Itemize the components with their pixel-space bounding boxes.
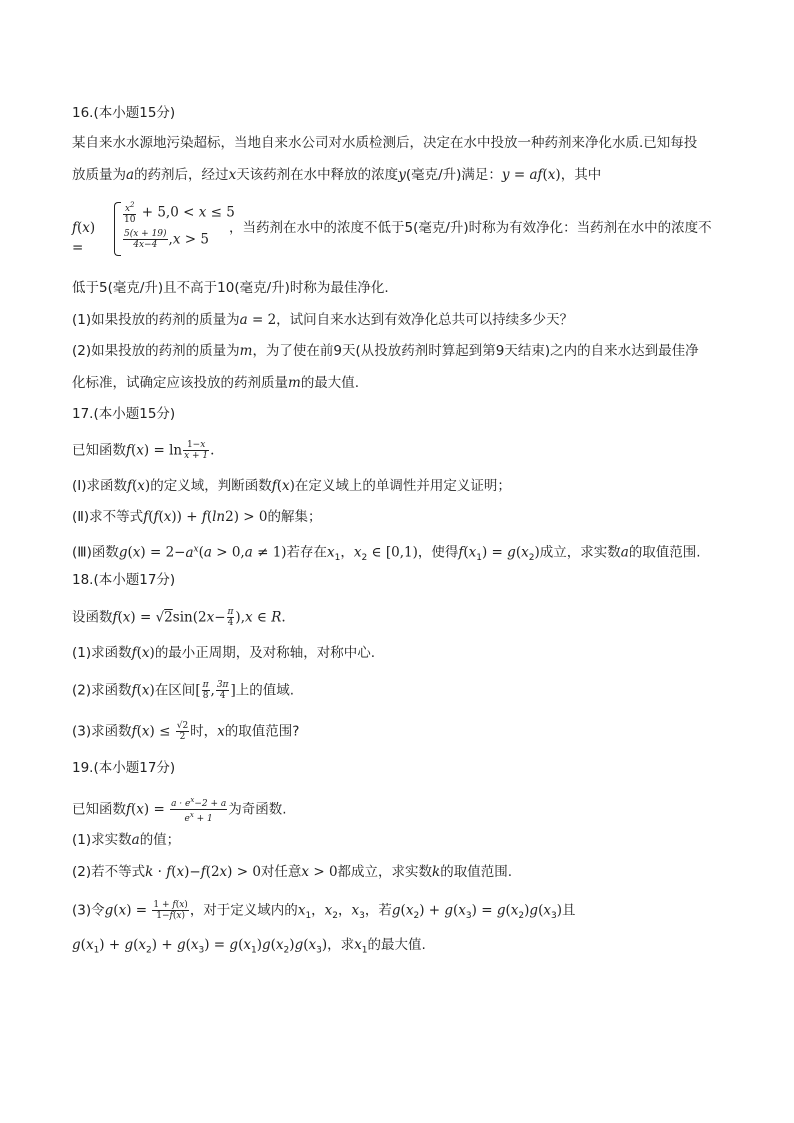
q19-sub-question-3: (3)令g(x) = $\frac{1 + f(x)}{1-f(x)}$ ，对于定义域内的$x_1$，$x_2$，$x_3$，若$g(x_2) + g(x_3) = g(x_2)g(x_3)$且 (72, 900, 576, 922)
q18-sub-question-2: (2)求函数f(x)在区间[ $\frac{\pi}{8}$ , $\frac{3\pi}{4}$ ]上的值域. (72, 680, 295, 701)
q19-given: 已知函数f(x) = $\frac{a \cdot e^x-2 + a}{e^x + 1}$ 为奇函数. (72, 796, 287, 824)
q17-header: 17.(本小题15分) (72, 406, 176, 422)
q18-header: 18.(本小题17分) (72, 572, 176, 588)
q18-sub-question-3: (3)求函数f(x) ≤ $\frac{√2}{2}$ 时，x的取值范围? (72, 721, 300, 742)
q18-given: 设函数f(x) = √2sin(2x− $\frac{\pi}{4}$ ),x ∈ R. (72, 607, 286, 628)
q16-paragraph-3: 低于5(毫克/升)且不高于10(毫克/升)时称为最佳净化. (72, 280, 389, 296)
q19-sub-question-3-cont: $g(x_1) + g(x_2) + g(x_3) = g(x_1)g(x_2)g(x_3)$，求$x_1$的最大值. (72, 937, 426, 956)
q16-sub-question-2: (2)如果投放的药剂的质量为m，为了使在前9天(从投放药剂时算起到第9天结束)之内的自来水达到最佳净 (72, 343, 699, 359)
q16-paragraph-1: 某自来水水源地污染超标，当地自来水公司对水质检测后，决定在水中投放一种药剂来净化水质.已知每投 (72, 135, 698, 151)
brace-shape (114, 202, 121, 256)
q16-sub-question-1: (1)如果投放的药剂的质量为a = 2，试问自来水达到有效净化总共可以持续多少天？ (72, 312, 574, 328)
q17-part-iii: (Ⅲ)函数$g(x) = 2-a^x(a > 0,a \ne 1)$若存在$x_1$，$x_2$ ∈ [0,1)，使得$f(x_1) = g(x_2)$成立，求实数a的取值范围. (72, 544, 701, 564)
q16-header: 16.(本小题15分) (72, 105, 176, 121)
q17-part-i: (Ⅰ)求函数f(x)的定义域，判断函数f(x)在定义域上的单调性并用定义证明； (72, 478, 511, 494)
q16-sub-question-2-cont: 化标准，试确定应该投放的药剂质量m的最大值. (72, 375, 360, 391)
q16-piece-tail: ，当药剂在水中的浓度不低于5(毫克/升)时称为有效净化：当药剂在水中的浓度不 (229, 220, 712, 236)
q19-header: 19.(本小题17分) (72, 760, 176, 776)
q17-given: 已知函数f(x) = ln $\frac{1-x}{x + 1}$ . (72, 440, 215, 461)
q19-sub-question-1: (1)求实数a的值； (72, 832, 181, 848)
q18-sub-question-1: (1)求函数f(x)的最小正周期，及对称轴，对称中心. (72, 645, 376, 661)
q16-paragraph-2: 放质量为a的药剂后，经过x天该药剂在水中释放的浓度y(毫克/升)满足：y = af(x)，其中 (72, 167, 602, 183)
q19-sub-question-2: (2)若不等式k · f(x)−f(2x) > 0对任意x > 0都成立，求实数k的取值范围. (72, 864, 513, 880)
q17-part-ii: (Ⅱ)求不等式f(f(x)) + f(ln2) > 0的解集； (72, 509, 322, 525)
